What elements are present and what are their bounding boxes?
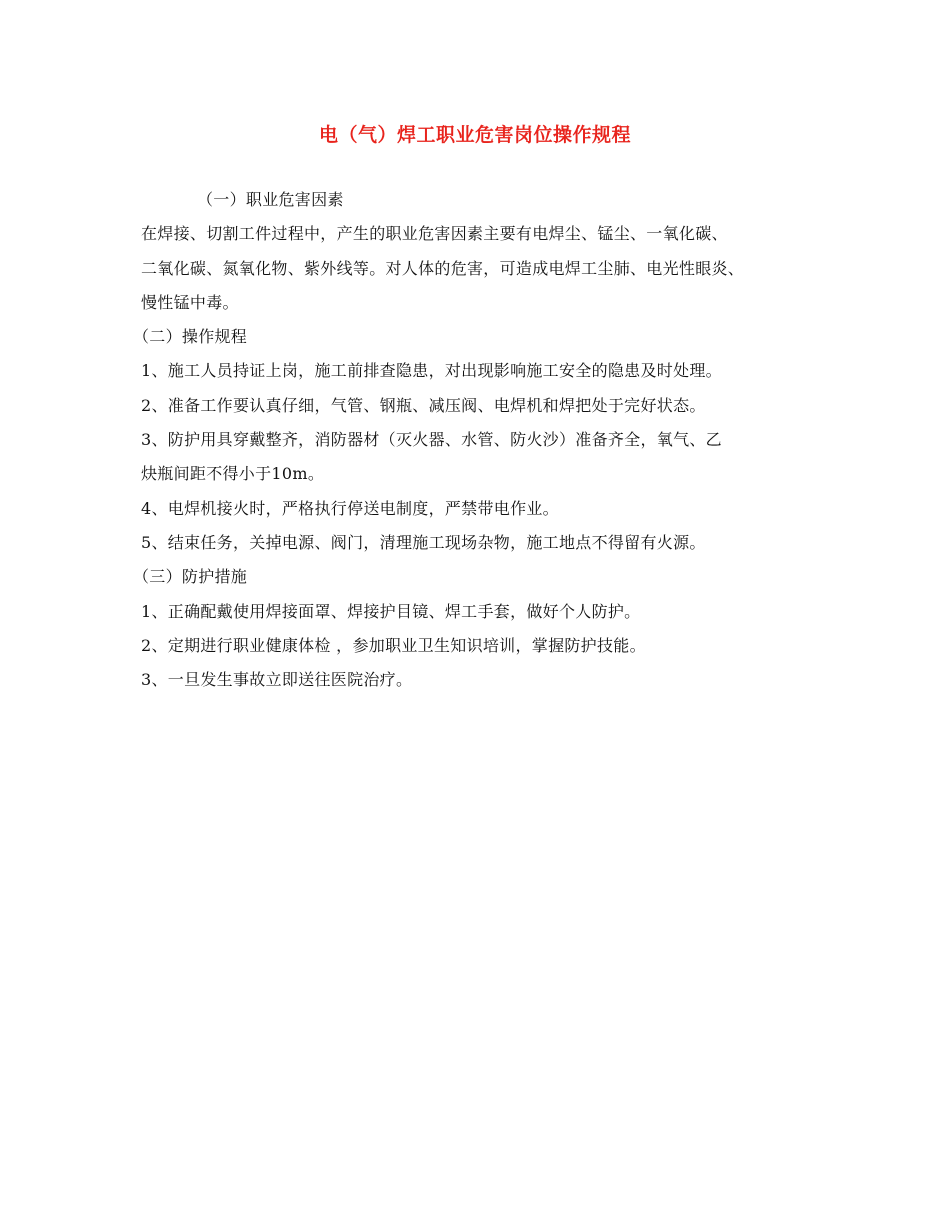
section-heading-procedures: （二）操作规程 bbox=[133, 327, 248, 347]
document-title: 电（气）焊工职业危害岗位操作规程 bbox=[318, 124, 631, 146]
list-item: 3、防护用具穿戴整齐，消防器材（灭火器、水管、防火沙）准备齐全，氧气、乙 bbox=[141, 430, 722, 450]
list-item: 2、定期进行职业健康体检 ，参加职业卫生知识培训，掌握防护技能。 bbox=[141, 635, 646, 655]
section-heading-protection: （三）防护措施 bbox=[133, 567, 248, 587]
list-item: 1、施工人员持证上岗，施工前排查隐患，对出现影响施工安全的隐患及时处理。 bbox=[141, 361, 722, 381]
list-item: 5、结束任务，关掉电源、阀门，清理施工现场杂物，施工地点不得留有火源。 bbox=[141, 532, 706, 552]
list-item: 4、电焊机接火时，严格执行停送电制度，严禁带电作业。 bbox=[141, 498, 559, 518]
paragraph-line: 二氧化碳、氮氧化物、紫外线等。对人体的危害，可造成电焊工尘肺、电光性眼炎、 bbox=[141, 258, 745, 278]
document-body bbox=[133, 183, 841, 697]
list-item: 1、正确配戴使用焊接面罩、焊接护目镜、焊工手套，做好个人防护。 bbox=[141, 601, 641, 621]
list-item-continuation: 炔瓶间距不得小于10m。 bbox=[141, 464, 325, 484]
list-item: 3、一旦发生事故立即送往医院治疗。 bbox=[141, 670, 413, 690]
paragraph-line: 慢性锰中毒。 bbox=[141, 292, 239, 312]
list-item: 2、准备工作要认真仔细，气管、钢瓶、减压阀、电焊机和焊把处于完好状态。 bbox=[141, 395, 706, 415]
paragraph-line: 在焊接、切割工件过程中，产生的职业危害因素主要有电焊尘、锰尘、一氧化碳、 bbox=[141, 224, 728, 244]
section-heading-hazards: （一）职业危害因素 bbox=[197, 190, 344, 209]
